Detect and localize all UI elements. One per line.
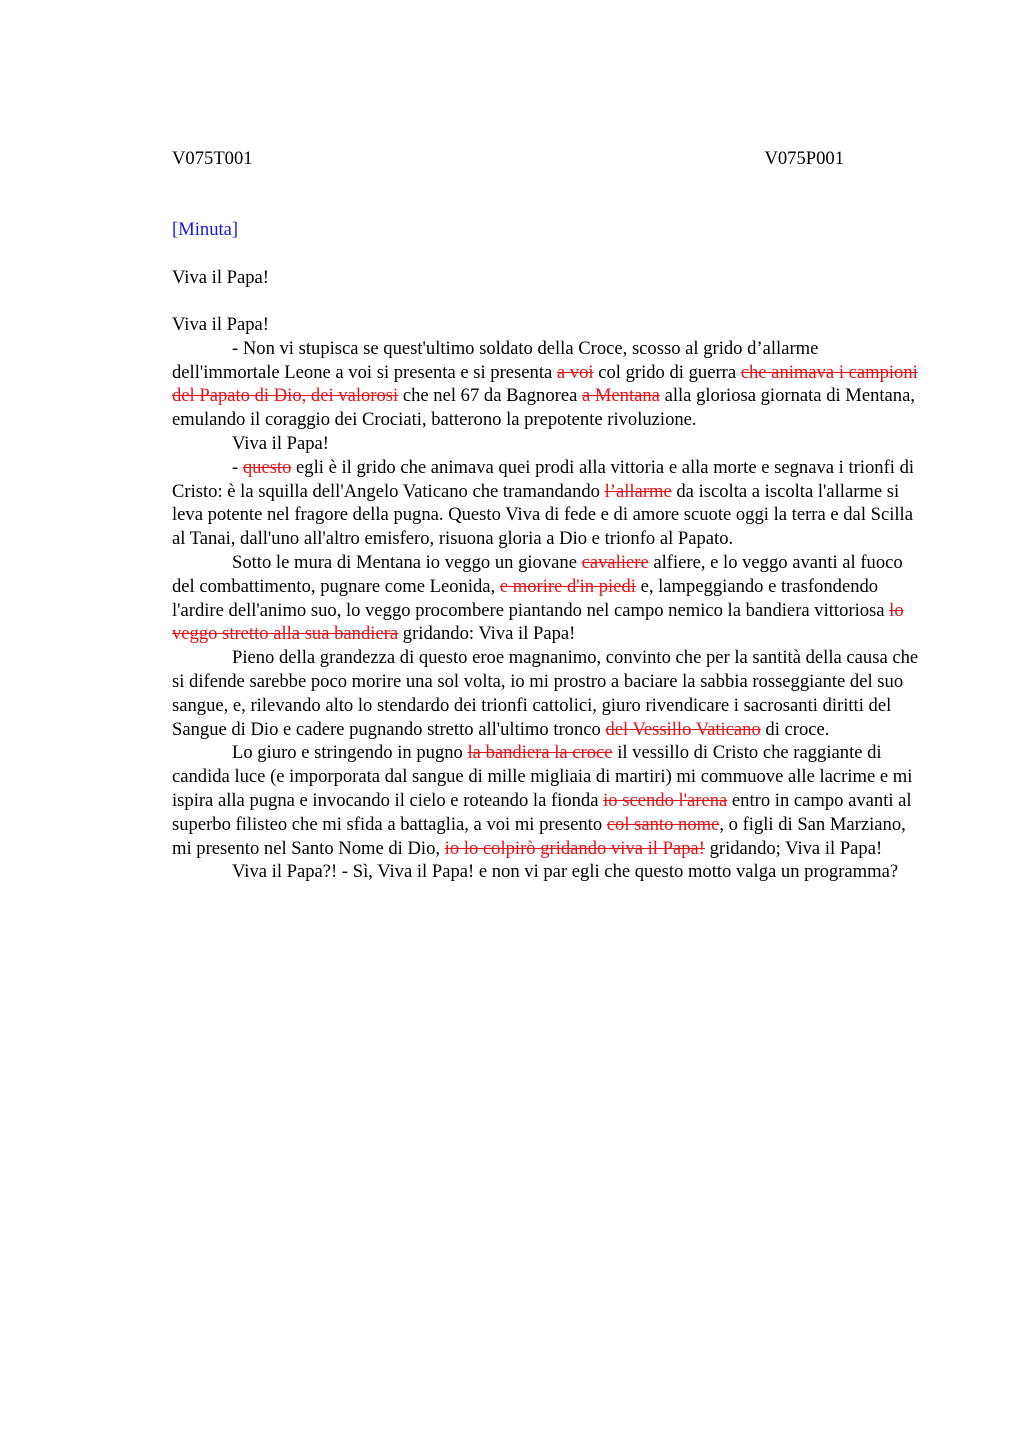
minuta-label: [Minuta] — [172, 219, 239, 240]
deleted-text: questo — [242, 456, 292, 478]
text-run: alla gloriosa giornata di Mentana, emulando il coraggio dei Crociati, batterono la prepotente rivoluzione. — [172, 385, 916, 431]
deleted-text: l’allarme — [604, 480, 672, 502]
text-run: gridando; Viva il Papa! — [704, 837, 883, 859]
text-run: - — [232, 456, 243, 478]
deleted-text: che animava i campioni del Papato di Dio, dei valorosi — [172, 361, 918, 407]
paragraph-8 — [172, 860, 928, 884]
text-run: Viva il Papa! — [172, 314, 269, 335]
text-run: gridando: Viva il Papa! — [398, 623, 576, 645]
text-run: col grido di guerra — [593, 361, 741, 383]
text-run: , o figli di San Marziano, mi presento nel Santo Nome di Dio, — [172, 813, 906, 859]
document-title: Viva il Papa! — [172, 267, 269, 288]
paragraph-4 — [172, 456, 928, 551]
text-run: il vessillo di Cristo che raggiante di candida luce (e imporporata dal sangue di mille migliaia di martiri) mi commuove alle lacrime e mi ispira alla pugna e invocando il cielo e roteando la fionda — [172, 742, 913, 811]
text-run: e, lampeggiando e trasfondendo l'ardire dell'animo suo, lo veggo procombere piantando nel campo nemico la bandiera vittoriosa — [172, 575, 890, 621]
deleted-text: a Mentana — [581, 385, 660, 407]
deleted-text: cavaliere — [581, 551, 649, 573]
code-left: V075T001 — [172, 148, 253, 169]
text-run: Pieno della grandezza di questo eroe magnanimo, convinto che per la santità della causa che si difende sarebbe poco morire una sol volta, io mi prostro a baciare la sabbia rosseggiante del suo sangue, e, rilevando alto lo stendardo dei trionfi cattolici, giuro rivendicare i sacrosanti diritti del Sangue di Dio e cadere pugnando stretto all'ultimo tronco — [172, 647, 919, 740]
deleted-text: a voi — [556, 361, 594, 383]
paragraph-2 — [172, 337, 928, 432]
text-run: di croce. — [760, 718, 830, 740]
deleted-text: io lo colpirò gridando viva il Papa! — [444, 837, 705, 859]
deleted-text: la bandiera la croce — [467, 742, 613, 764]
text-run: entro in campo avanti al superbo filisteo che mi sfida a battaglia, a voi mi presento — [172, 789, 912, 835]
paragraph-7 — [172, 741, 928, 860]
text-run: - Non vi stupisca se quest'ultimo soldato della Croce, scosso al grido d’allarme dell'immortale Leone a voi si presenta e si presenta — [172, 337, 819, 383]
text-run: da iscolta a iscolta l'allarme si leva potente nel fragore della pugna. Questo Viva di fede e di amore scuote oggi la terra e dal Scilla al Tanai, dall'uno all'altro emisfero, risuona gloria a Dio e trionfo al Papato. — [172, 480, 913, 550]
text-run: che nel 67 da Bagnorea — [398, 385, 582, 407]
text-run: Lo giuro e stringendo in pugno — [232, 742, 468, 764]
text-run: Sotto le mura di Mentana io veggo un giovane — [232, 551, 582, 573]
document-body — [172, 313, 928, 884]
deleted-text: lo veggo stretto alla sua bandiera — [172, 599, 904, 645]
paragraph-5 — [172, 551, 928, 646]
document-codes — [172, 147, 844, 171]
deleted-text: io scendo l'arena — [603, 789, 728, 811]
paragraph-6 — [172, 646, 928, 741]
text-run: alfiere, e lo veggo avanti al fuoco del combattimento, pugnare come Leonida, — [172, 551, 903, 597]
deleted-text: col santo nome — [606, 813, 720, 835]
deleted-text: e morire d'in piedi — [499, 575, 636, 597]
text-run: Viva il Papa?! - Sì, Viva il Papa! e non vi par egli che questo motto valga un programma? — [232, 861, 899, 883]
text-run: Viva il Papa! — [232, 432, 329, 454]
text-run: egli è il grido che animava quei prodi alla vittoria e alla morte e segnava i trionfi di Cristo: è la squilla dell'Angelo Vaticano che tramandando — [172, 456, 915, 502]
paragraph-3 — [172, 432, 928, 456]
paragraph-1 — [172, 313, 928, 337]
code-right: V075P001 — [764, 148, 844, 169]
deleted-text: del Vessillo Vaticano — [605, 718, 761, 740]
